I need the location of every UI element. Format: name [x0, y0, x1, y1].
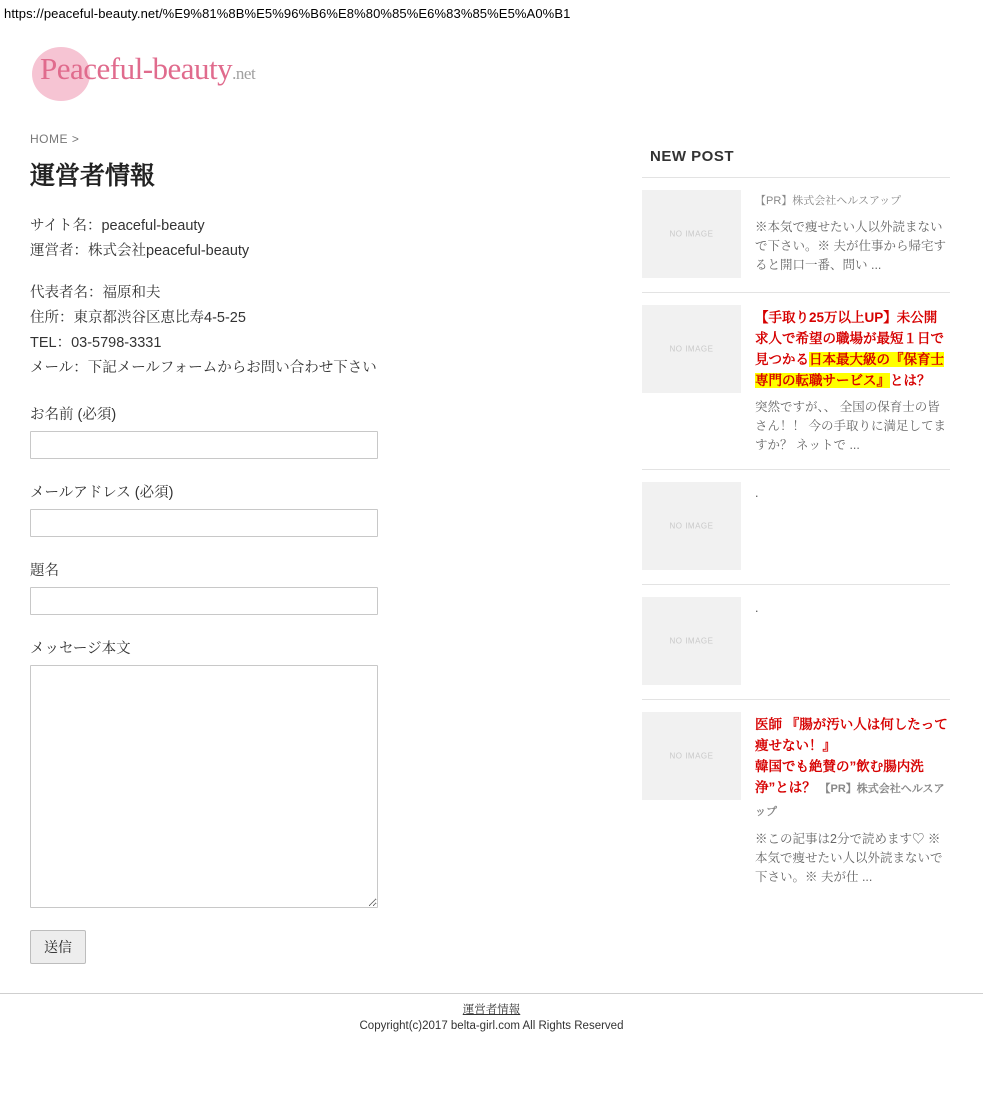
post-title-part: 韓国でも絶賛の”飲む腸内洗浄”とは？ [755, 759, 924, 795]
browser-url-bar[interactable]: https://peaceful-beauty.net/%E9%81%8B%E5%96%B6%E8%80%85%E6%83%85%E5%A0%B1 [4, 6, 571, 21]
name-label: お名前 (必須) [30, 407, 117, 423]
main-column [0, 120, 620, 1040]
no-image-label: NO IMAGE [669, 344, 714, 354]
list-item[interactable] [642, 699, 950, 901]
post-body [755, 190, 950, 278]
post-excerpt: . [755, 601, 759, 615]
post-excerpt: . [755, 486, 759, 500]
site-logo[interactable] [32, 43, 292, 105]
list-item[interactable] [642, 292, 950, 469]
post-tag: 【PR】株式会社ヘルスアップ [755, 195, 902, 207]
post-thumbnail [642, 712, 741, 800]
no-image-label: NO IMAGE [669, 636, 714, 646]
post-tag: 【PR】株式会社ヘルスアップ [755, 783, 945, 818]
list-item[interactable] [642, 469, 950, 584]
post-title[interactable] [755, 307, 950, 391]
content-wrapper [0, 120, 983, 1040]
post-title-part: 【手取り25万以上UP】未公開求人で希望の職場が最短１日で見つかる [755, 310, 944, 367]
subject-input[interactable] [30, 587, 378, 615]
logo-tld: .net [232, 64, 256, 83]
name-input[interactable] [30, 431, 378, 459]
post-title-highlight: 日本最大級の『保育士専門の転職サービス』 [755, 352, 944, 388]
post-thumbnail [642, 482, 741, 570]
post-excerpt: 突然ですが、、 全国の保育士の皆さん！！ 今の手取りに満足してますか？ ネットで ... [755, 400, 946, 452]
post-body [755, 712, 950, 887]
message-textarea[interactable] [30, 665, 378, 908]
sidebar-section-title: NEW POST [650, 148, 735, 165]
post-thumbnail [642, 597, 741, 685]
subject-label: 題名 [30, 563, 59, 579]
list-item[interactable] [642, 584, 950, 699]
submit-button[interactable]: 送信 [30, 930, 86, 964]
breadcrumb[interactable]: HOME > [30, 132, 80, 146]
post-body [755, 597, 950, 685]
list-item[interactable] [642, 177, 950, 292]
post-thumbnail [642, 305, 741, 393]
post-title[interactable] [755, 714, 950, 823]
post-excerpt: ※この記事は2分で読めます♡ ※本気で痩せたい人以外読まないで下さい。※ 夫が仕 ... [755, 832, 943, 884]
email-label: メールアドレス (必須) [30, 485, 174, 501]
info-representative: 代表者名：福原和夫 [30, 285, 161, 301]
post-title-part: とは？ [890, 373, 931, 388]
post-thumbnail [642, 190, 741, 278]
post-excerpt: ※本気で痩せたい人以外読まないで下さい。※ 夫が仕事から帰宅すると開口一番、問い ... [755, 220, 946, 272]
site-footer [0, 993, 983, 1040]
no-image-label: NO IMAGE [669, 751, 714, 761]
page-content [0, 25, 983, 1040]
info-address: 住所：東京都渋谷区恵比寿4-5-25 [30, 310, 246, 326]
contact-form [30, 403, 620, 964]
info-operator: 運営者：株式会社peaceful-beauty [30, 243, 250, 259]
message-label: メッセージ本文 [30, 641, 131, 657]
email-input[interactable] [30, 509, 378, 537]
logo-name: Peaceful-beauty [40, 51, 233, 86]
site-header [0, 25, 983, 120]
info-spacer [30, 264, 620, 281]
info-tel: TEL：03-5798-3331 [30, 335, 162, 351]
post-body [755, 482, 950, 570]
logo-text [40, 51, 255, 87]
sidebar [620, 120, 950, 901]
post-body [755, 305, 950, 455]
no-image-label: NO IMAGE [669, 229, 714, 239]
info-site-name: サイト名：peaceful-beauty [30, 218, 205, 234]
no-image-label: NO IMAGE [669, 521, 714, 531]
copyright-text: Copyright(c)2017 belta-girl.com All Rights Reserved [359, 1020, 624, 1032]
footer-link-operator-info[interactable]: 運営者情報 [462, 1004, 521, 1016]
post-title-part: 医師 『腸が汚い人は何したって痩せない！』 [755, 717, 948, 753]
info-mail: メール：下記メールフォームからお問い合わせ下さい [30, 360, 377, 376]
page-title: 運営者情報 [30, 162, 156, 190]
